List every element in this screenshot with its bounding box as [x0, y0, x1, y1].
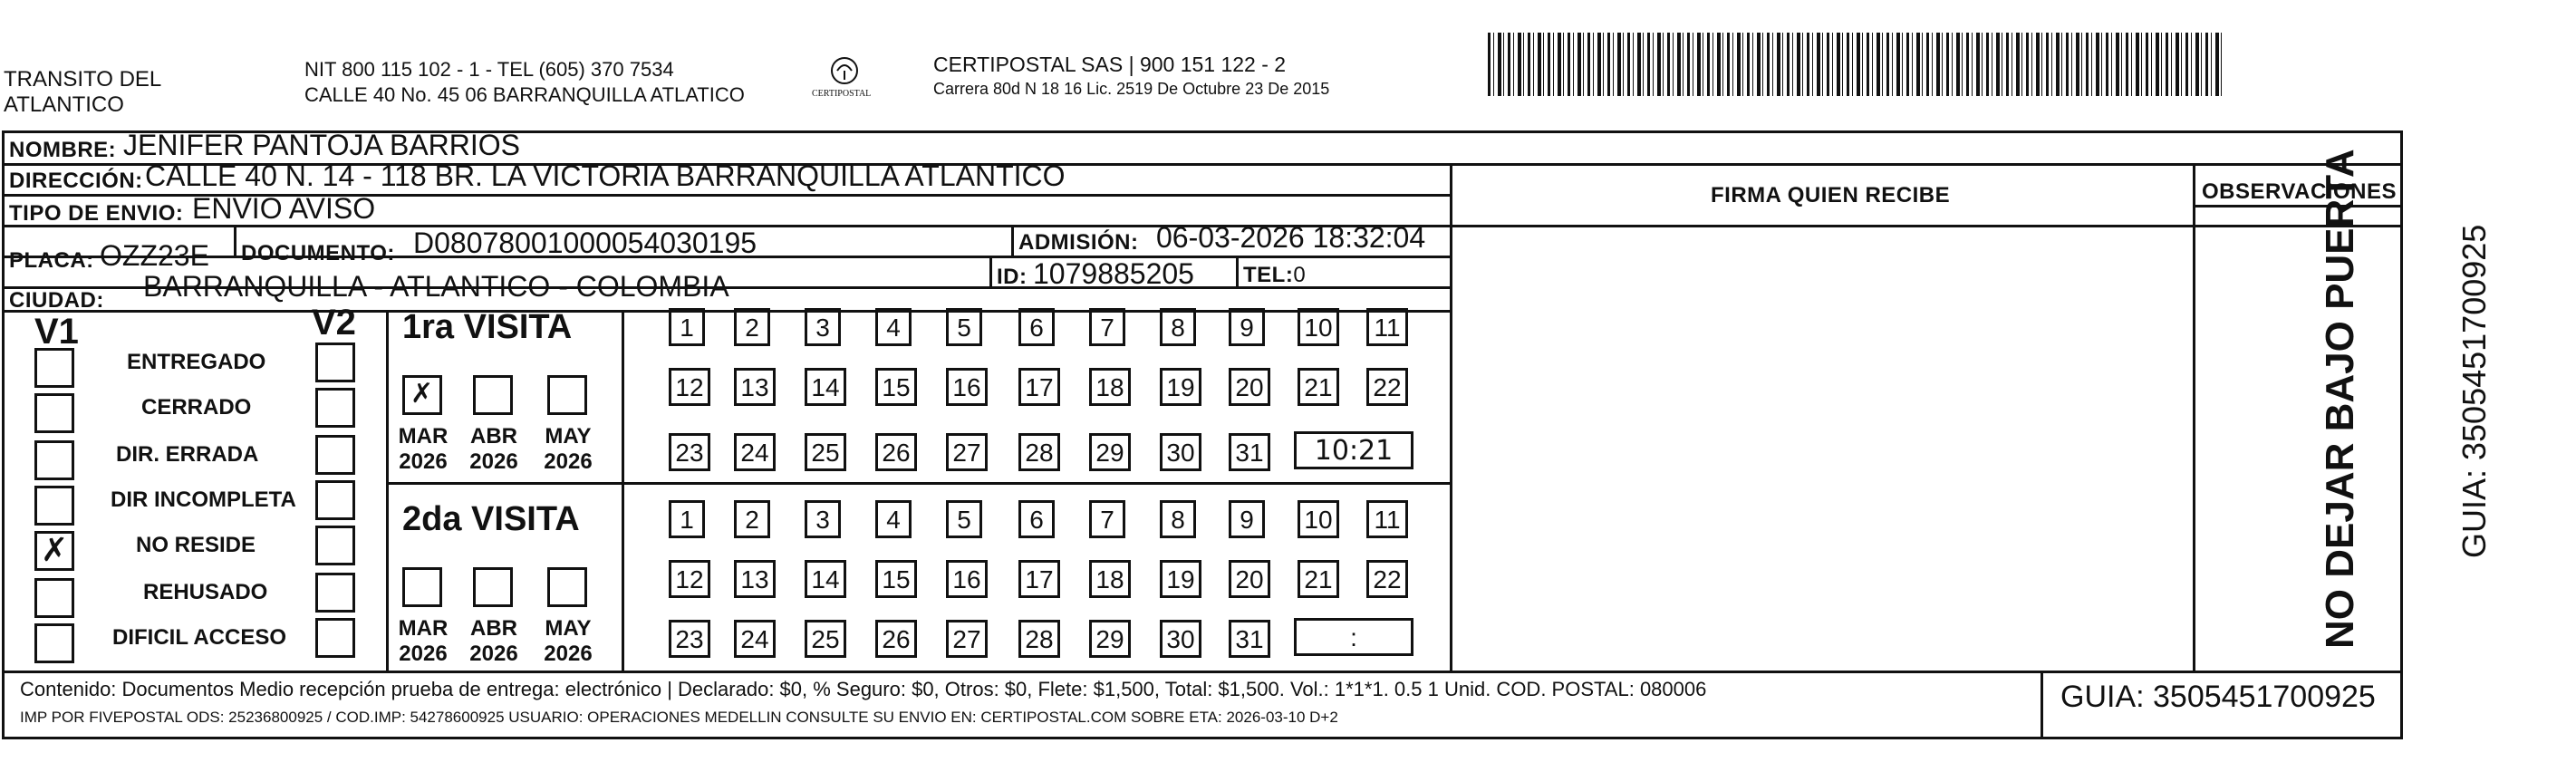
month-year: 2026 — [544, 642, 593, 666]
day-box[interactable]: 11 — [1366, 500, 1408, 538]
day-box[interactable]: 20 — [1229, 368, 1270, 406]
month-checkbox[interactable] — [402, 375, 442, 415]
day-box[interactable]: 16 — [946, 368, 988, 406]
day-box[interactable]: 23 — [669, 620, 710, 658]
month-checkbox[interactable] — [473, 375, 513, 415]
day-box[interactable]: 3 — [805, 308, 841, 346]
documento-value: D08078001000054030195 — [413, 227, 757, 259]
admision-value: 06-03-2026 18:32:04 — [1156, 221, 1426, 254]
month-year: 2026 — [399, 642, 448, 666]
day-box[interactable]: 15 — [875, 560, 917, 598]
month-year: 2026 — [544, 449, 593, 474]
month-name: ABR — [470, 424, 517, 449]
month-name: MAR — [398, 424, 449, 449]
admision-label: ADMISIÓN: — [1018, 230, 1139, 255]
day-box[interactable]: 16 — [946, 560, 988, 598]
day-box[interactable]: 7 — [1089, 308, 1125, 346]
id-divider — [989, 256, 992, 286]
logo-icon — [808, 53, 881, 107]
v2-checkbox[interactable] — [315, 618, 355, 658]
month-label — [536, 616, 600, 667]
day-box[interactable]: 23 — [669, 433, 710, 471]
nombre-label: NOMBRE: — [9, 138, 117, 162]
status-option-label: NO RESIDE — [136, 533, 256, 557]
second-visit-title: 2da VISITA — [402, 500, 580, 538]
entity-name-line1: TRANSITO DEL — [4, 67, 162, 92]
v1-checkbox[interactable] — [34, 393, 74, 433]
v2-checkbox[interactable] — [315, 526, 355, 565]
nit-line: NIT 800 115 102 - 1 - TEL (605) 370 7534 — [304, 58, 674, 81]
day-box[interactable]: 28 — [1018, 620, 1060, 658]
courier-line: CERTIPOSTAL SAS | 900 151 122 - 2 — [933, 53, 1287, 76]
visit-time-box[interactable]: 10:21 — [1294, 431, 1413, 469]
month-name: MAY — [545, 616, 592, 641]
day-box[interactable]: 19 — [1160, 560, 1201, 598]
day-box[interactable]: 4 — [875, 500, 912, 538]
status-divider — [386, 310, 389, 671]
day-box[interactable]: 15 — [875, 368, 917, 406]
day-box[interactable]: 7 — [1089, 500, 1125, 538]
id-label: ID: — [997, 265, 1028, 289]
v1-checkbox[interactable] — [34, 348, 74, 388]
v2-checkbox[interactable] — [315, 388, 355, 428]
id-value: 1079885205 — [1033, 257, 1194, 290]
month-label — [536, 424, 600, 475]
day-box[interactable]: 5 — [946, 308, 982, 346]
v1-checkbox[interactable] — [34, 531, 74, 571]
nombre-value: JENIFER PANTOJA BARRIOS — [123, 129, 521, 161]
day-box[interactable]: 3 — [805, 500, 841, 538]
tel-label-text: TEL: — [1243, 263, 1294, 287]
day-box[interactable]: 25 — [805, 620, 846, 658]
col-line-obs — [2193, 163, 2195, 671]
v2-checkbox[interactable] — [315, 343, 355, 382]
footer-guia: GUIA: 3505451700925 — [2060, 680, 2376, 714]
imp-text: IMP POR FIVEPOSTAL ODS: 25236800925 / COD.IMP: 54278600925 USUARIO: OPERACIONES MEDELLIN CONSULTE SU ENVIO EN: CERTIPOSTAL.COM SOBRE ETA: 2026-03-10 D+2 — [20, 709, 1338, 726]
day-box[interactable]: 17 — [1018, 368, 1060, 406]
day-box[interactable]: 18 — [1089, 368, 1131, 406]
month-year: 2026 — [399, 449, 448, 474]
v1-checkbox[interactable] — [34, 440, 74, 480]
day-box[interactable]: 1 — [669, 308, 705, 346]
v1-checkbox[interactable] — [34, 578, 74, 618]
v2-checkbox[interactable] — [315, 480, 355, 520]
day-box[interactable]: 12 — [669, 560, 710, 598]
day-box[interactable]: 9 — [1229, 308, 1265, 346]
v1-check-mark: ✗ — [41, 532, 69, 569]
contenido-text: Contenido: Documentos Medio recepción prueba de entrega: electrónico | Declarado: $0, % Seguro: $0, Otros: $0, Flete: $1,500, Total: $1,500. Vol.: 1*1*1. 0.5 1 Unid. COD. POSTAL: 080006 — [20, 678, 1707, 700]
direccion-value: CALLE 40 N. 14 - 118 BR. LA VICTORIA BARRANQUILLA ATLANTICO — [145, 159, 1066, 192]
month-checkbox[interactable] — [402, 567, 442, 607]
placa-value: OZZ23E — [100, 239, 209, 272]
placa-label: PLACA: — [9, 248, 94, 273]
day-box[interactable]: 21 — [1298, 368, 1339, 406]
direccion-label: DIRECCIÓN: — [9, 169, 143, 193]
ciudad-label: CIUDAD: — [9, 288, 104, 313]
day-box[interactable]: 22 — [1366, 368, 1408, 406]
month-label — [391, 424, 455, 475]
logo-text: CERTIPOSTAL — [812, 89, 872, 99]
day-box[interactable]: 26 — [875, 433, 917, 471]
day-box[interactable]: 27 — [946, 433, 988, 471]
day-box[interactable]: 14 — [805, 560, 846, 598]
v2-checkbox[interactable] — [315, 435, 355, 475]
col-line-firma — [1450, 163, 1452, 671]
day-box[interactable]: 30 — [1160, 620, 1201, 658]
certipostal-logo — [808, 53, 881, 107]
day-box[interactable]: 9 — [1229, 500, 1265, 538]
tipo-envio-label: TIPO DE ENVIO: — [9, 201, 184, 226]
month-checkbox[interactable] — [547, 567, 587, 607]
day-box[interactable]: 8 — [1160, 308, 1196, 346]
tel-label — [1243, 263, 1306, 288]
day-box[interactable]: 26 — [875, 620, 917, 658]
no-dejar-warning: NO DEJAR BAJO PUERTA — [2318, 149, 2362, 649]
month-year: 2026 — [469, 642, 518, 666]
day-box[interactable]: 24 — [734, 433, 776, 471]
tel-value: 0 — [1293, 263, 1307, 287]
day-box[interactable]: 1 — [669, 500, 705, 538]
day-box[interactable]: 31 — [1229, 620, 1270, 658]
documento-label: DOCUMENTO: — [241, 241, 395, 265]
visit-time-box[interactable]: : — [1294, 618, 1413, 656]
status-option-label: ENTREGADO — [127, 350, 266, 374]
day-box[interactable]: 19 — [1160, 368, 1201, 406]
status-option-label: DIR. ERRADA — [116, 442, 259, 467]
v2-label: V2 — [312, 303, 356, 343]
courier-address: Carrera 80d N 18 16 Lic. 2519 De Octubre 23 De 2015 — [933, 80, 1330, 98]
day-box[interactable]: 30 — [1160, 433, 1201, 471]
month-checkbox[interactable] — [473, 567, 513, 607]
admision-divider — [1011, 225, 1014, 256]
tipo-envio-value: ENVIO AVISO — [192, 192, 376, 225]
status-option-label: DIFICIL ACCESO — [112, 625, 287, 650]
v2-checkbox[interactable] — [315, 573, 355, 613]
tel-divider — [1236, 256, 1239, 286]
day-box[interactable]: 11 — [1366, 308, 1408, 346]
day-box[interactable]: 27 — [946, 620, 988, 658]
day-box[interactable]: 17 — [1018, 560, 1060, 598]
day-box[interactable]: 18 — [1089, 560, 1131, 598]
status-option-label: CERRADO — [141, 395, 252, 420]
visit-months-divider — [622, 310, 624, 671]
day-box[interactable]: 2 — [734, 308, 770, 346]
month-check-mark: ✗ — [410, 378, 434, 410]
month-name: ABR — [470, 616, 517, 641]
status-option-label: REHUSADO — [143, 580, 268, 604]
month-label — [462, 424, 526, 475]
day-box[interactable]: 12 — [669, 368, 710, 406]
day-box[interactable]: 2 — [734, 500, 770, 538]
day-box[interactable]: 8 — [1160, 500, 1196, 538]
day-box[interactable]: 29 — [1089, 433, 1131, 471]
footer-guia-divider — [2041, 671, 2043, 739]
address-line: CALLE 40 No. 45 06 BARRANQUILLA ATLATICO — [304, 83, 745, 106]
day-box[interactable]: 25 — [805, 433, 846, 471]
day-box[interactable]: 6 — [1018, 308, 1055, 346]
day-box[interactable]: 10 — [1298, 500, 1339, 538]
month-name: MAY — [545, 424, 592, 449]
day-box[interactable]: 13 — [734, 560, 776, 598]
firma-header: FIRMA QUIEN RECIBE — [1711, 183, 1951, 207]
day-box[interactable]: 24 — [734, 620, 776, 658]
day-box[interactable]: 10 — [1298, 308, 1339, 346]
visit-separator — [386, 482, 1450, 485]
v1-checkbox[interactable] — [34, 486, 74, 526]
day-box[interactable]: 28 — [1018, 433, 1060, 471]
day-box[interactable]: 13 — [734, 368, 776, 406]
first-visit-title: 1ra VISITA — [402, 308, 573, 346]
placa-divider — [234, 227, 236, 257]
side-guia: GUIA: 3505451700925 — [2455, 224, 2493, 558]
entity-name-line2: ATLANTICO — [4, 92, 124, 117]
month-name: MAR — [398, 616, 449, 641]
month-label — [391, 616, 455, 667]
month-checkbox[interactable] — [547, 375, 587, 415]
month-year: 2026 — [469, 449, 518, 474]
v1-label: V1 — [34, 312, 79, 352]
day-box[interactable]: 14 — [805, 368, 846, 406]
barcode — [1488, 33, 2222, 96]
day-box[interactable]: 29 — [1089, 620, 1131, 658]
ciudad-value: BARRANQUILLA - ATLANTICO - COLOMBIA — [143, 270, 729, 303]
status-option-label: DIR INCOMPLETA — [111, 487, 296, 512]
day-box[interactable]: 21 — [1298, 560, 1339, 598]
observaciones-header: OBSERVACIONES — [2202, 179, 2397, 204]
day-box[interactable]: 31 — [1229, 433, 1270, 471]
obs-header-line — [2193, 205, 2403, 207]
day-box[interactable]: 6 — [1018, 500, 1055, 538]
v1-checkbox[interactable] — [34, 623, 74, 663]
day-box[interactable]: 22 — [1366, 560, 1408, 598]
day-box[interactable]: 20 — [1229, 560, 1270, 598]
day-box[interactable]: 4 — [875, 308, 912, 346]
day-box[interactable]: 5 — [946, 500, 982, 538]
month-label — [462, 616, 526, 667]
